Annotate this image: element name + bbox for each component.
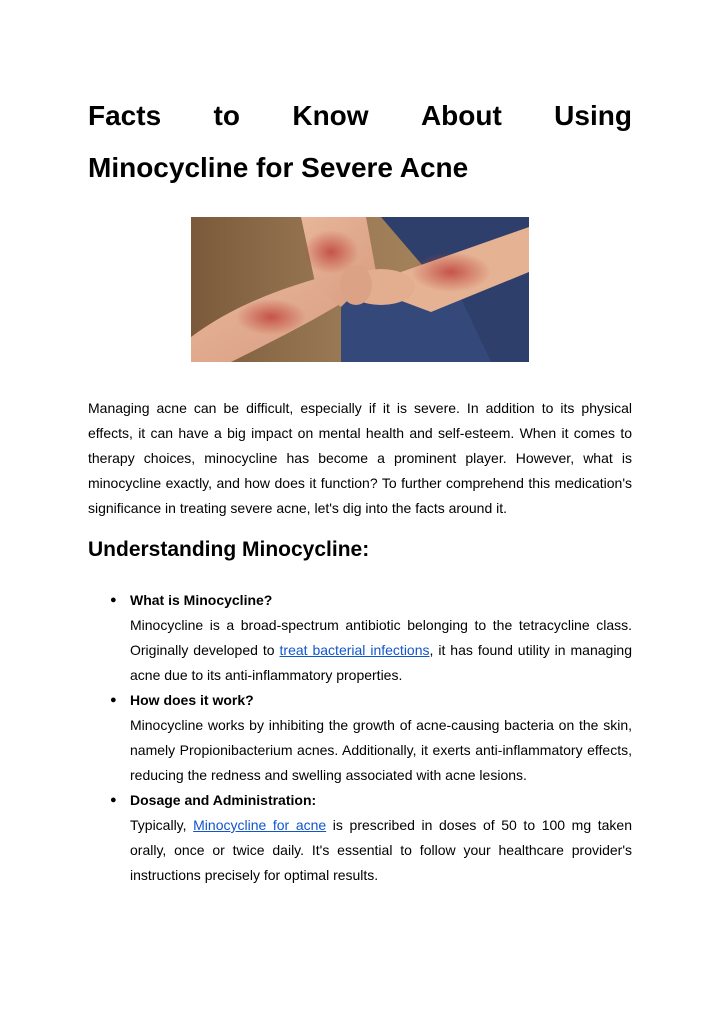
bullet-icon: ● bbox=[110, 694, 117, 706]
item-answer bbox=[130, 813, 632, 888]
intro-paragraph: Managing acne can be difficult, especially if it is severe. In addition to its physical effects, it can have a big impact on mental health and self-esteem. When it comes to therapy choices, minocycline has become a prominent player. However, what is minocycline exactly, and how does it function? To further comprehend this medication's significance in treating severe acne, let's dig into the facts around it. bbox=[88, 400, 632, 516]
title-word: Know bbox=[292, 100, 369, 131]
list-item bbox=[88, 588, 632, 688]
title-word: Facts bbox=[88, 100, 162, 131]
item-question: How does it work? bbox=[130, 692, 254, 708]
answer-text: is prescribed in doses of 50 to 100 mg taken orally, once or twice daily. It's essential to follow your healthcare provider's instructions precisely for optimal results. bbox=[130, 817, 632, 883]
list-item bbox=[88, 788, 632, 888]
page-title-line-1 bbox=[88, 100, 632, 132]
item-answer bbox=[130, 613, 632, 688]
title-word: to bbox=[213, 100, 240, 131]
item-question: Dosage and Administration: bbox=[130, 792, 317, 808]
item-answer bbox=[130, 713, 632, 788]
bullet-icon: ● bbox=[110, 594, 117, 606]
section-heading: Understanding Minocycline: bbox=[88, 538, 370, 561]
item-question: What is Minocycline? bbox=[130, 592, 273, 608]
facts-list bbox=[88, 588, 632, 888]
treat-bacterial-infections-link[interactable]: treat bacterial infections bbox=[279, 642, 430, 658]
page-title-line-2: Minocycline for Severe Acne bbox=[88, 152, 469, 183]
answer-text: Minocycline is a broad-spectrum antibiotic belonging to the tetracycline class. Originally developed to bbox=[130, 617, 632, 658]
title-word: Using bbox=[554, 100, 632, 131]
answer-text: Typically, bbox=[130, 817, 194, 833]
title-word: About bbox=[420, 100, 502, 131]
minocycline-for-acne-link[interactable]: Minocycline for acne bbox=[193, 817, 327, 833]
bullet-icon: ● bbox=[110, 794, 117, 806]
answer-text: , it has found utility in managing acne due to its anti-inflammatory properties. bbox=[130, 642, 632, 683]
hero-image bbox=[191, 217, 529, 362]
list-item bbox=[88, 688, 632, 788]
answer-text: Minocycline works by inhibiting the growth of acne-causing bacteria on the skin, namely Propionibacterium acnes. Additionally, it exerts anti-inflammatory effects, reducing the redness and swelling associated with acne lesions. bbox=[130, 717, 632, 783]
